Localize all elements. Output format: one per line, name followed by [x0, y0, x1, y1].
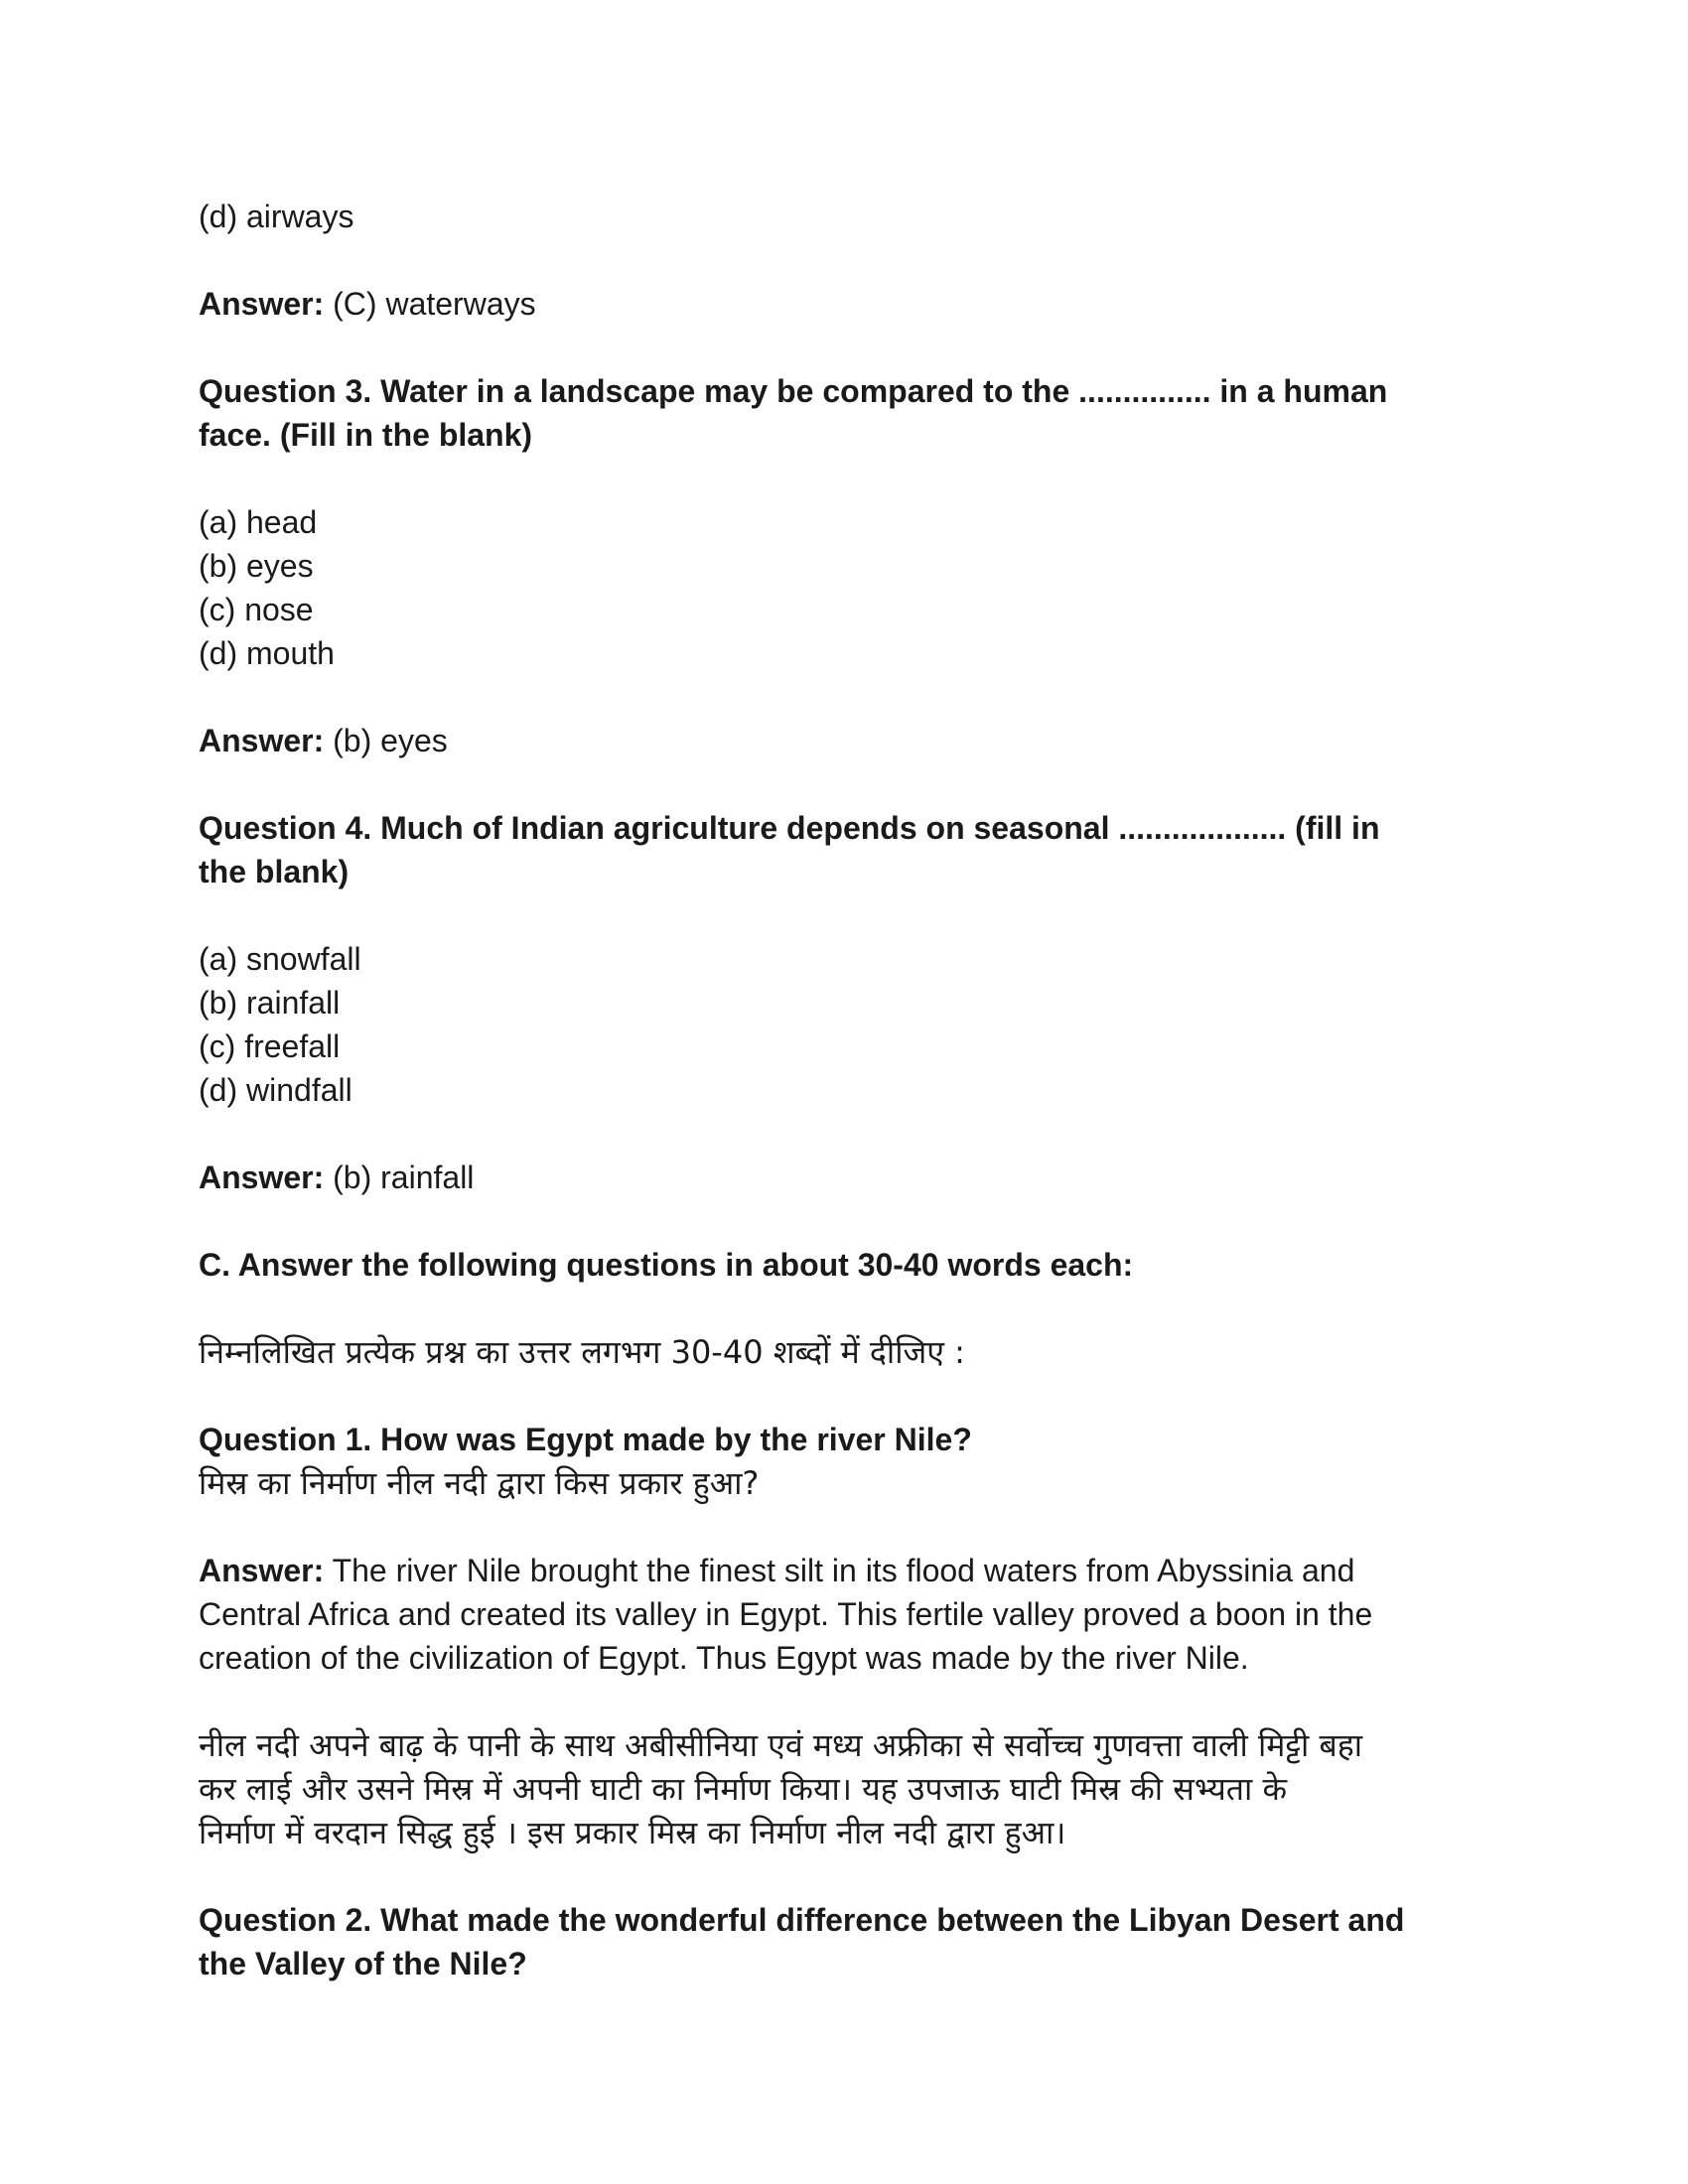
question-3-line-1: Question 3. Water in a landscape may be compared to the ............... in a human [199, 373, 1388, 409]
section-c-heading-hindi-text: निम्नलिखित प्रत्येक प्रश्न का उत्तर लगभग 30-40 शब्दों में दीजिए : [199, 1333, 965, 1371]
answer-value: (b) rainfall [324, 1160, 475, 1195]
answer-line [199, 1156, 1509, 1199]
answer-label: Answer: [199, 1160, 325, 1195]
question-4-heading [199, 806, 1509, 893]
sc-answer-1-line-3: creation of the civilization of Egypt. Thus Egypt was made by the river Nile. [199, 1640, 1249, 1676]
answer-label: Answer: [199, 723, 325, 758]
sc-answer-1-hindi-line-1: नील नदी अपने बाढ़ के पानी के साथ अबीसीनिया एवं मध्य अफ्रीका से सर्वोच्च गुणवत्ता वाली मिट्टी बहा [199, 1726, 1363, 1764]
option-d: (d) windfall [199, 1072, 352, 1108]
option-b: (b) rainfall [199, 985, 341, 1021]
question-4-options [199, 937, 1509, 1112]
answer-value: (b) eyes [324, 723, 448, 758]
answer-line-waterways [199, 282, 1509, 326]
sc-question-2-line-1: Question 2. What made the wonderful difference between the Libyan Desert and [199, 1902, 1405, 1938]
sc-question-2-line-2: the Valley of the Nile? [199, 1946, 527, 1981]
question-3-heading [199, 369, 1509, 457]
option-text: (d) airways [199, 199, 354, 234]
sc-question-1-heading [199, 1418, 1509, 1505]
question-3-options [199, 500, 1509, 675]
sc-answer-1-line-1 [199, 1549, 1509, 1592]
sc-question-1-hindi: मिस्र का निर्माण नील नदी द्वारा किस प्रकार हुआ? [199, 1464, 760, 1502]
sc-answer-1-line-2: Central Africa and created its valley in Egypt. This fertile valley proved a boon in the [199, 1596, 1373, 1632]
option-c: (c) freefall [199, 1028, 341, 1064]
answer-label: Answer: [199, 1553, 325, 1588]
option-b: (b) eyes [199, 548, 314, 584]
section-c-heading-hindi [199, 1330, 1509, 1374]
sc-answer-1-hindi-line-3: निर्माण में वरदान सिद्ध हुई । इस प्रकार मिस्र का निर्माण नील नदी द्वारा हुआ। [199, 1814, 1066, 1851]
section-c-heading [199, 1243, 1509, 1287]
option-a: (a) head [199, 504, 318, 540]
sc-answer-1-hindi [199, 1723, 1509, 1854]
answer-line [199, 282, 1509, 326]
answer-line [199, 719, 1509, 762]
answer-line-rainfall [199, 1156, 1509, 1199]
option-a: (a) snowfall [199, 941, 361, 977]
sc-answer-1-english [199, 1549, 1509, 1680]
question-3-line-2: face. (Fill in the blank) [199, 417, 533, 453]
option-line-d-airways [199, 195, 1509, 238]
option-d: (d) mouth [199, 635, 335, 671]
answer-label: Answer: [199, 286, 325, 322]
option-c: (c) nose [199, 592, 314, 627]
answer-line-eyes [199, 719, 1509, 762]
sc-answer-1-hindi-line-2: कर लाई और उसने मिस्र में अपनी घाटी का निर्माण किया। यह उपजाऊ घाटी मिस्र की सभ्यता के [199, 1770, 1288, 1808]
question-4-line-2: the blank) [199, 854, 350, 889]
sc-question-1-english: Question 1. How was Egypt made by the river Nile? [199, 1422, 972, 1457]
sc-answer-1-line-1-text: The river Nile brought the finest silt in its flood waters from Abyssinia and [324, 1553, 1355, 1588]
question-4-line-1: Question 4. Much of Indian agriculture depends on seasonal ................... (fill in [199, 810, 1380, 846]
section-c-heading-text: C. Answer the following questions in about 30-40 words each: [199, 1247, 1134, 1283]
answer-value: (C) waterways [324, 286, 536, 322]
sc-question-2-heading [199, 1898, 1509, 1985]
